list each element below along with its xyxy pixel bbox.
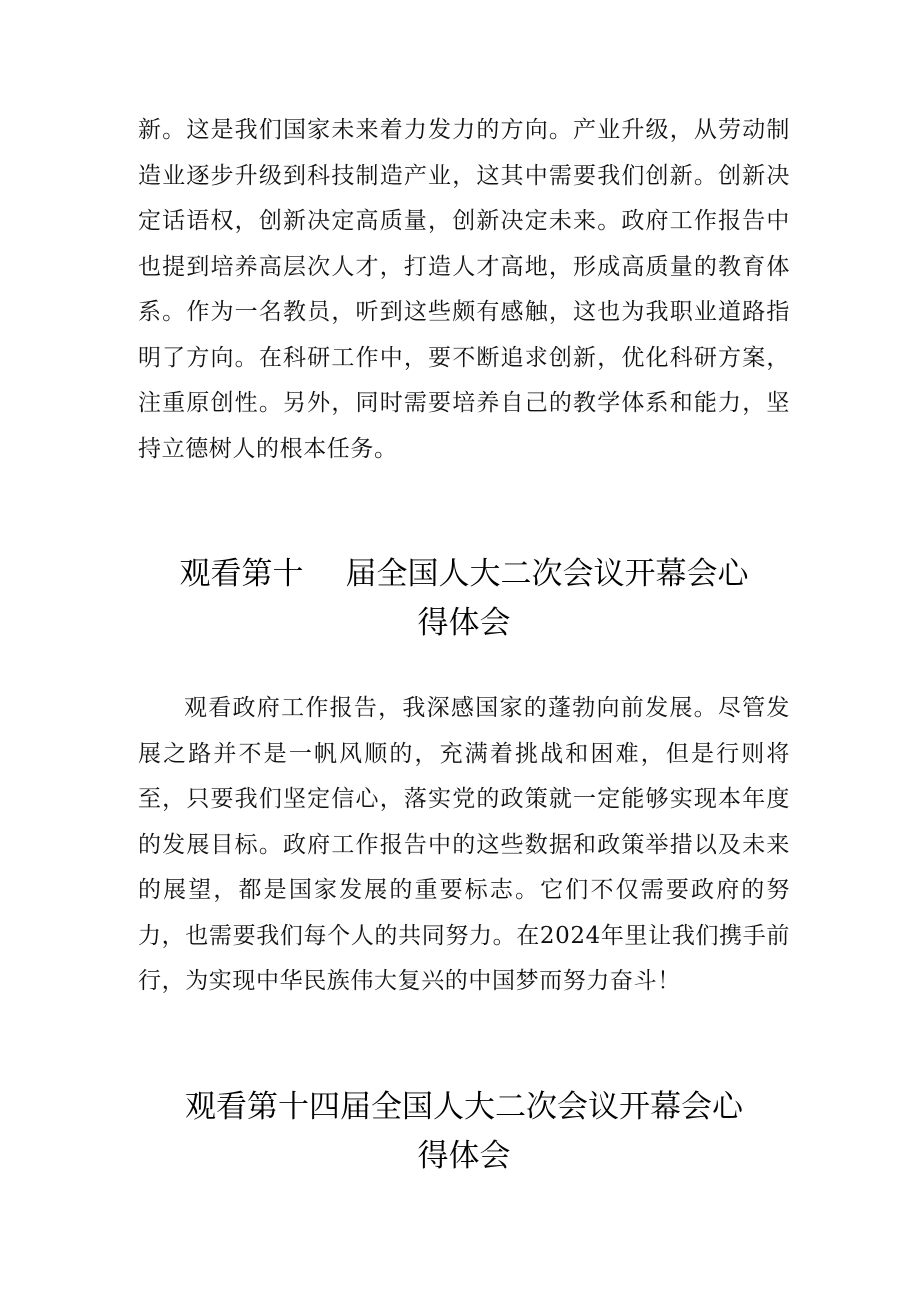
section-heading-2-line-2: 得体会	[417, 1138, 511, 1174]
body-paragraph-2: 观看政府工作报告，我深感国家的蓬勃向前发展。尽管发展之路并不是一帆风顺的，充满着挑战和困难，但是行则将至，只要我们坚定信心，落实党的政策就一定能够实现本年度的发展目标。政府工作报告中的这些数据和政策举措以及未来的展望，都是国家发展的重要标志。它们不仅需要政府的努力，也需要我们每个人的共同努力。在2024年里让我们携手前行，为实现中华民族伟大复兴的中国梦而努力奋斗！	[138, 695, 790, 994]
section-heading-2	[138, 1083, 790, 1181]
body-paragraph-1: 新。这是我们国家未来着力发力的方向。产业升级，从劳动制造业逐步升级到科技制造产业，这其中需要我们创新。创新决定话语权，创新决定高质量，创新决定未来。政府工作报告中也提到培养高层次人才，打造人才高地，形成高质量的教育体系。作为一名教员，听到这些颇有感触，这也为我职业道路指明了方向。在科研工作中，要不断追求创新，优化科研方案，注重原创性。另外，同时需要培养自己的教学体系和能力，坚持立德树人的根本任务。	[138, 117, 790, 462]
section-heading-1-part-b: 届全国人大二次会议开幕会心	[345, 556, 749, 592]
section-heading-1-line-2: 得体会	[417, 605, 511, 641]
section-heading-2-line-1: 观看第十四届全国人大二次会议开幕会心	[185, 1089, 743, 1125]
section-heading-1-line-1	[138, 550, 790, 599]
section-heading-1-part-a: 观看第十	[179, 556, 304, 592]
section-heading-1	[138, 550, 790, 648]
